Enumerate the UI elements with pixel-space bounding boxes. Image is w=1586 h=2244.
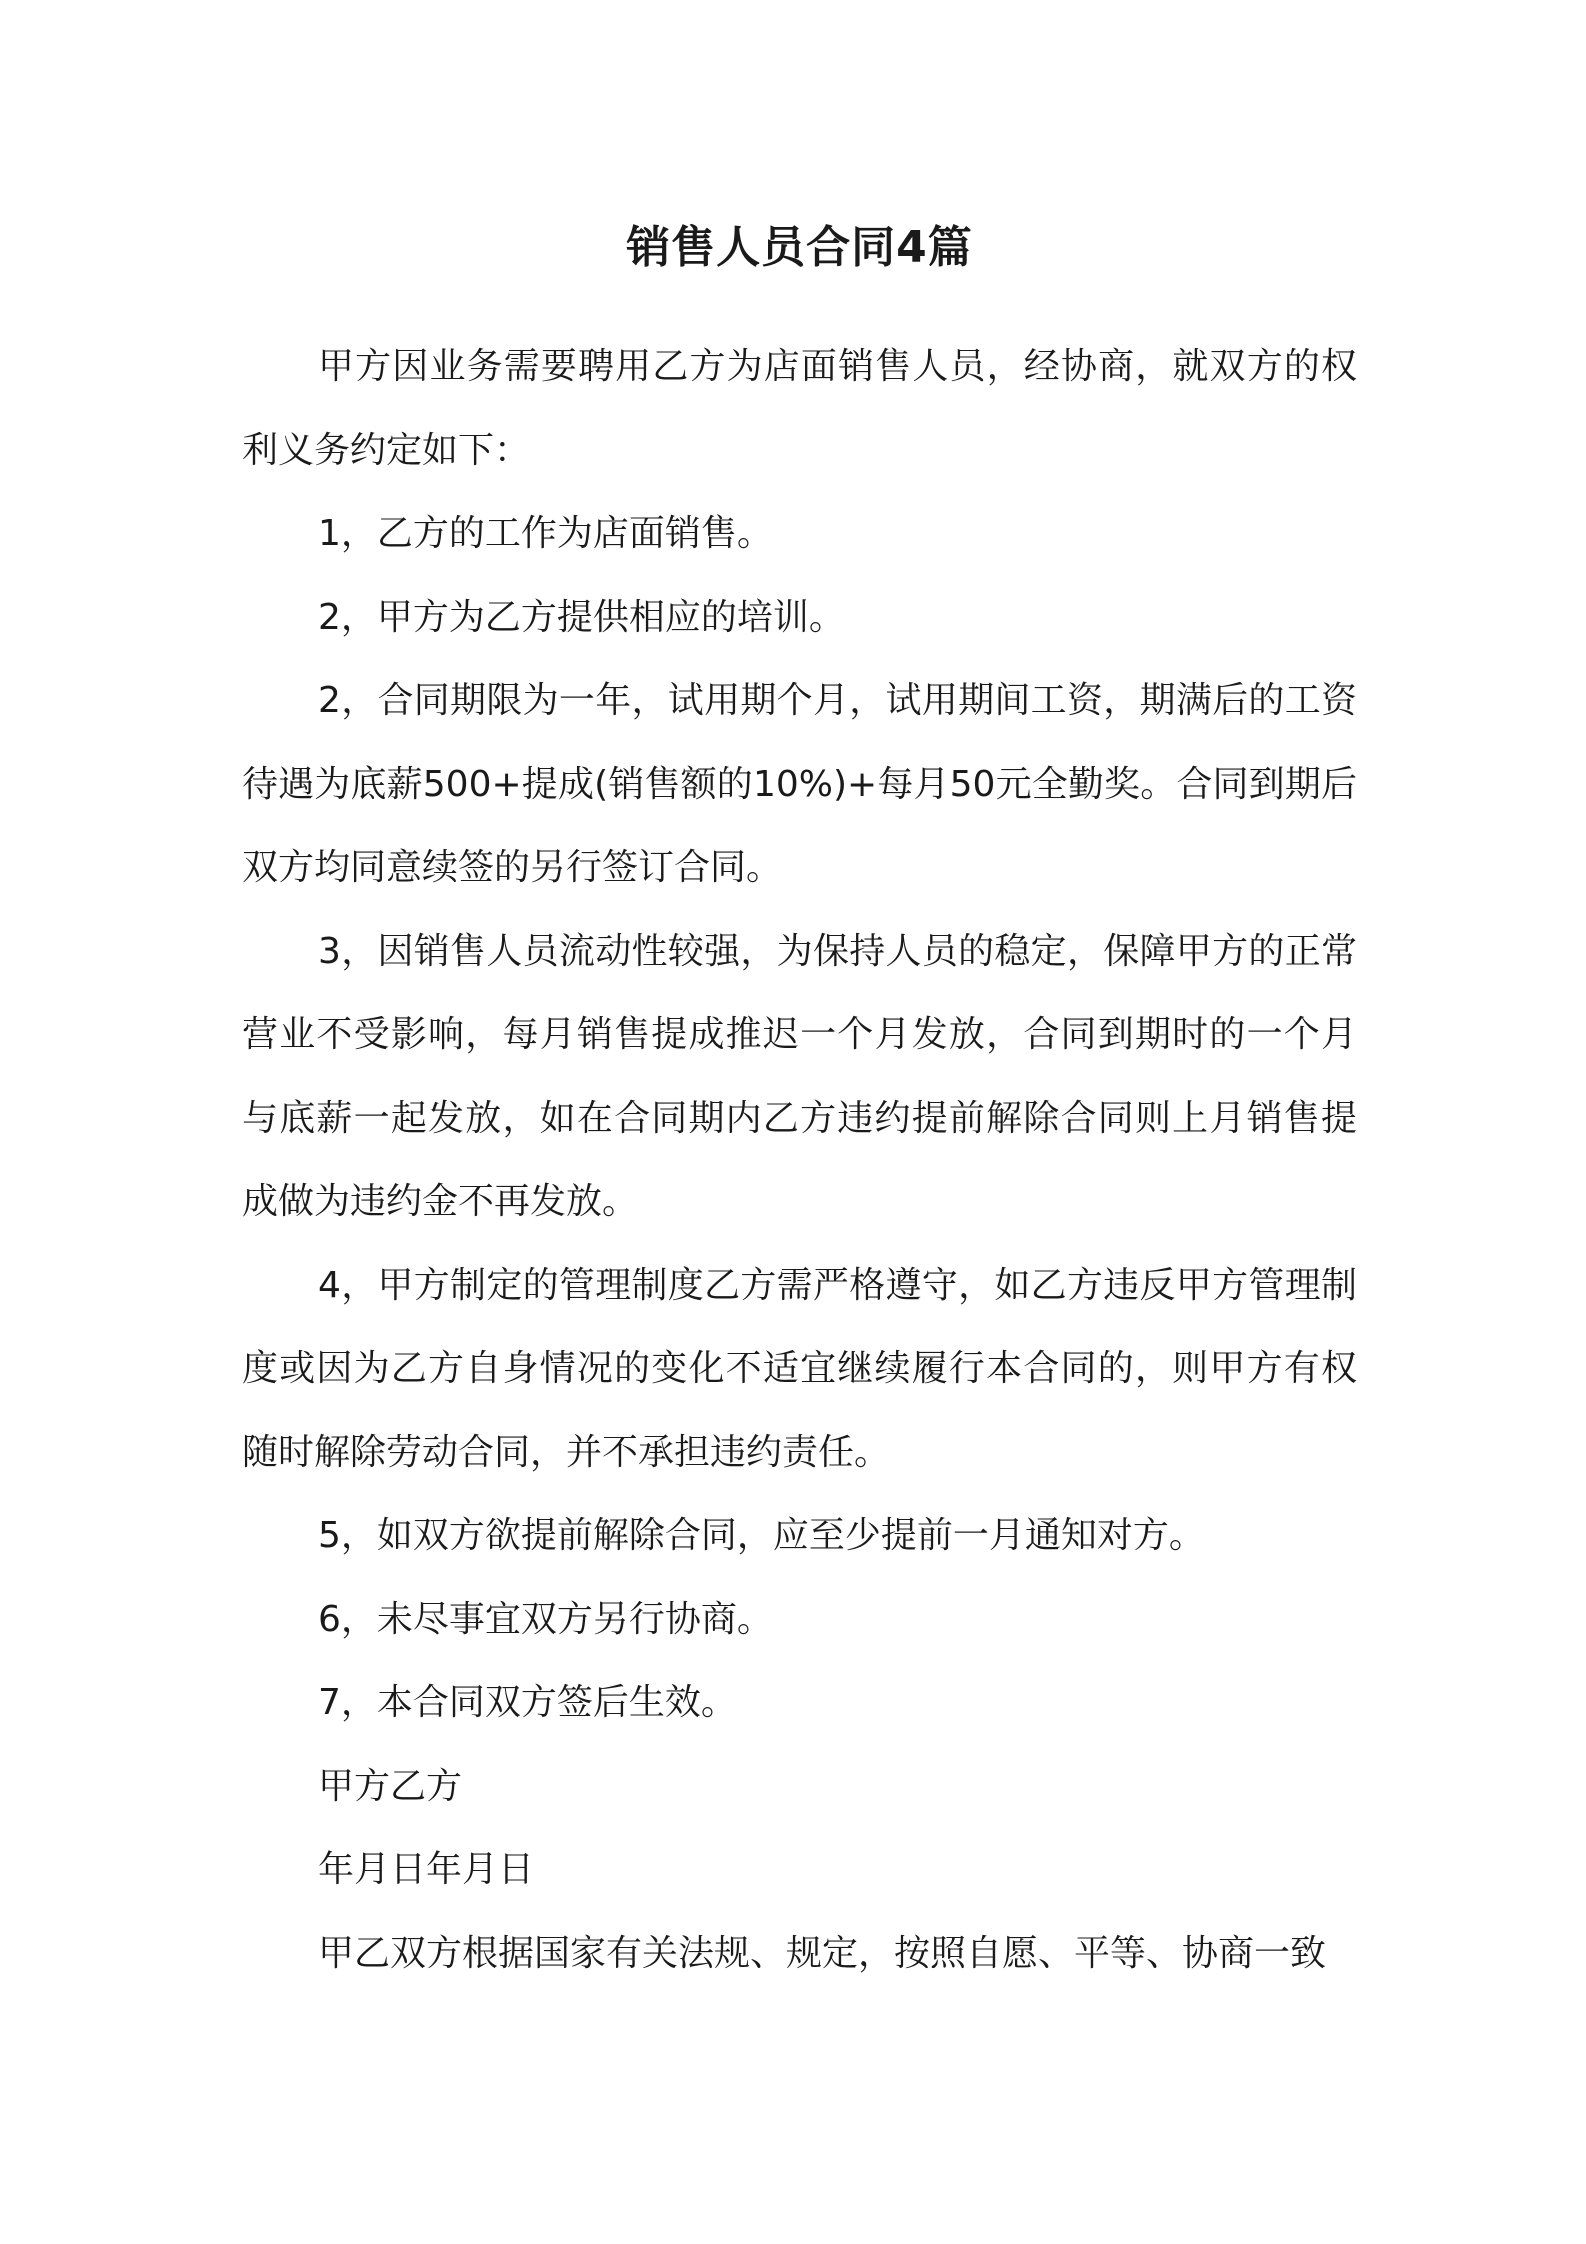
clause-1: 1，乙方的工作为店面销售。 [318,513,773,554]
clause-6: 6，未尽事宜双方另行协商。 [318,1598,773,1640]
signature-dates: 年月日年月日 [318,1849,535,1890]
clause-5: 5，如双方欲提前解除合同，应至少提前一月通知对方。 [318,1515,1205,1556]
document-body [242,205,1357,1995]
signature-parties: 甲方乙方 [318,1765,463,1807]
second-contract-intro: 甲乙双方根据国家有关法规、规定，按照自愿、平等、协商一致 [318,1932,1327,1974]
clause-7: 7，本合同双方签后生效。 [318,1682,737,1723]
clause-4: 4，甲方制定的管理制度乙方需严格遵守，如乙方违反甲方管理制度或因为乙方自身情况的变化不适宜继续履行本合同的，则甲方有权随时解除劳动合同，并不承担违约责任。 [242,1264,1357,1473]
document-title: 销售人员合同4篇 [626,222,973,273]
intro-paragraph: 甲方因业务需要聘用乙方为店面销售人员，经协商，就双方的权利义务约定如下： [242,346,1357,471]
clause-3: 3，因销售人员流动性较强，为保持人员的稳定，保障甲方的正常营业不受影响，每月销售提成推迟一个月发放，合同到期时的一个月与底薪一起发放，如在合同期内乙方违约提前解除合同则上月销售提成做为违约金不再发放。 [242,930,1357,1222]
clause-2-term: 2，合同期限为一年，试用期个月，试用期间工资，期满后的工资待遇为底薪500+提成(销售额的10%)+每月50元全勤奖。合同到期后双方均同意续签的另行签订合同。 [242,680,1357,888]
clause-2-training: 2，甲方为乙方提供相应的培训。 [318,596,845,638]
